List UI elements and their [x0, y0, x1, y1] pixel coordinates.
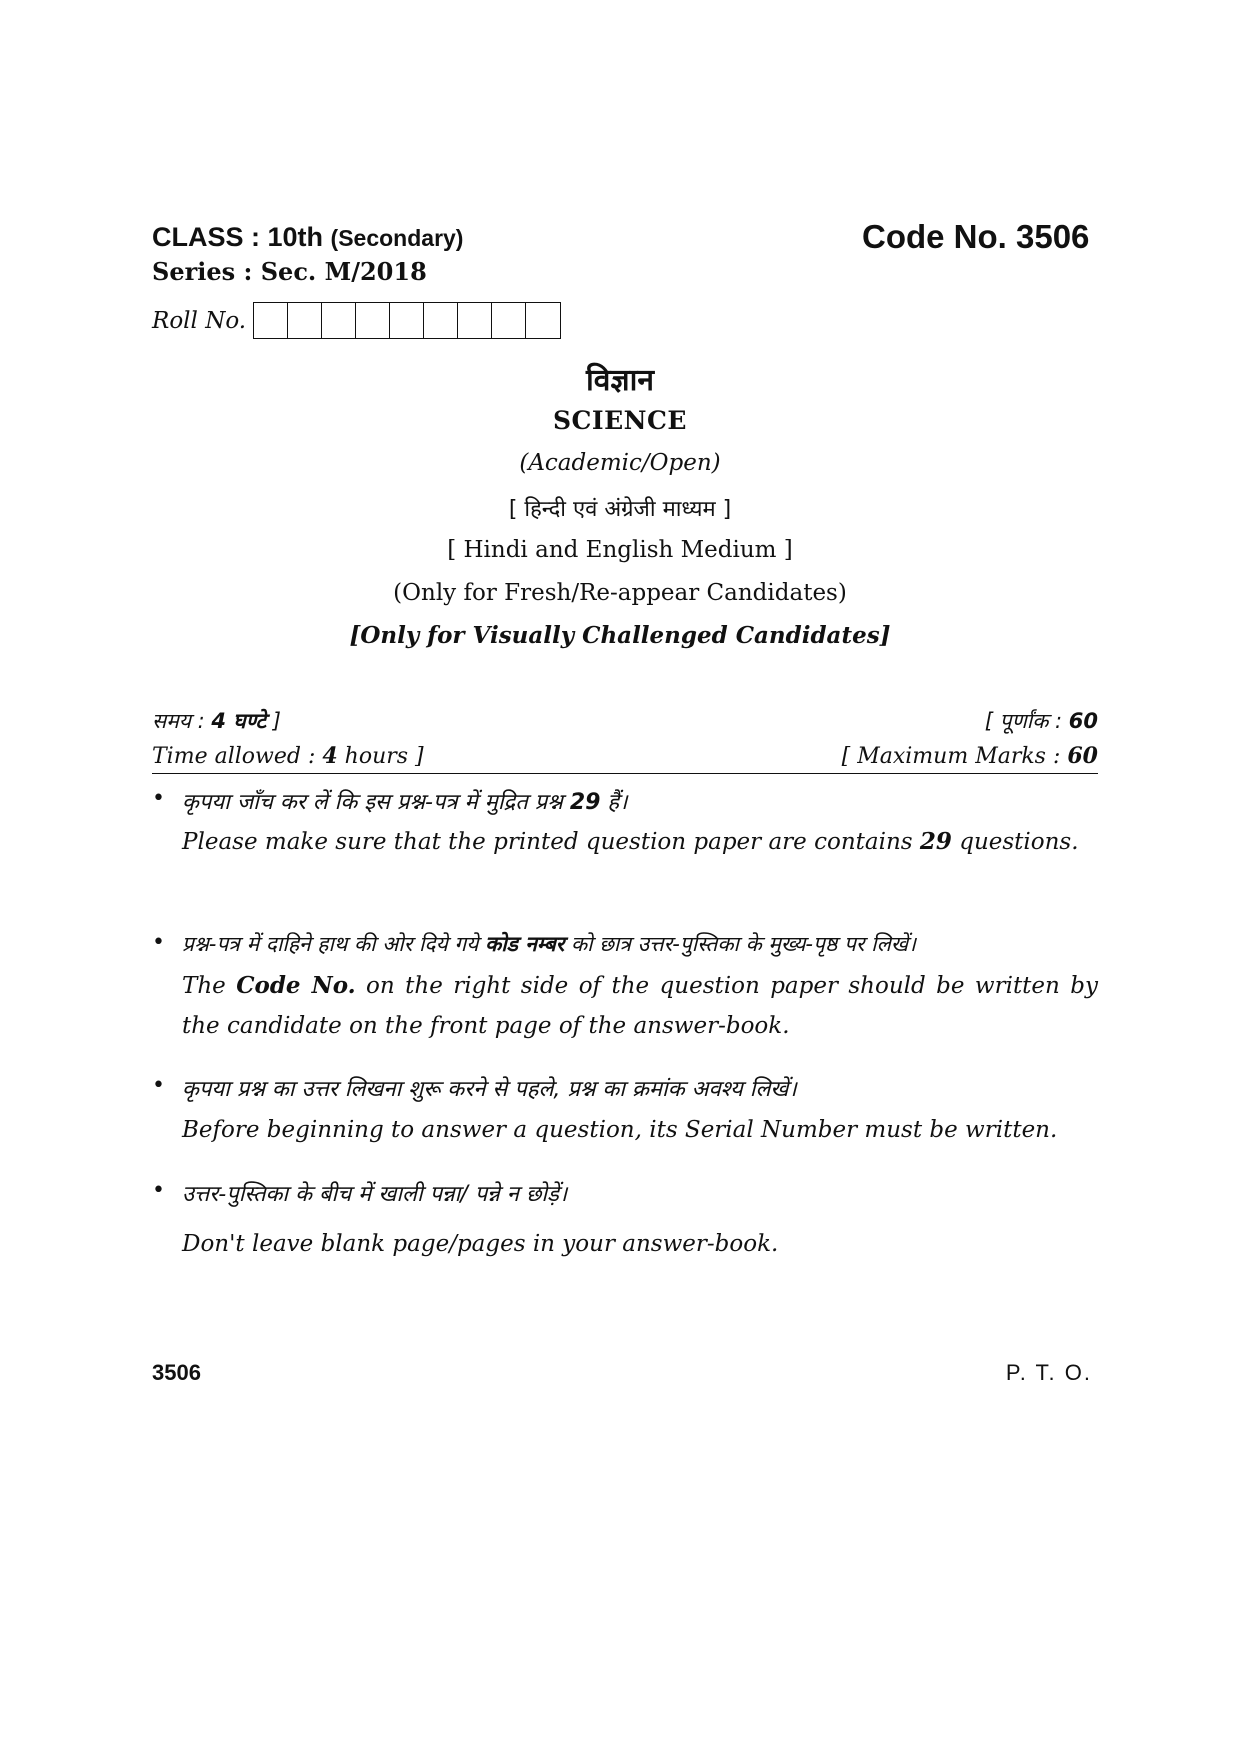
- bullet-icon: •: [152, 930, 165, 955]
- max-marks: [842, 743, 1098, 769]
- special-candidates-label: [Only for Visually Challenged Candidates]: [349, 622, 891, 649]
- marks-value: 60: [1067, 743, 1098, 769]
- time-hindi-label: समय :: [152, 709, 212, 733]
- marks-hindi-value: 60: [1068, 709, 1098, 733]
- instruction-1-hindi-text: कृपया जाँच कर लें कि इस प्रश्न-पत्र में मुद्रित प्रश्न: [182, 790, 570, 815]
- instruction-1-end: questions.: [951, 829, 1079, 855]
- footer-code: 3506: [152, 1360, 201, 1385]
- instruction-2-code: Code No.: [236, 972, 356, 999]
- series-label: Series : Sec. M/2018: [152, 257, 427, 286]
- class-line: [152, 222, 463, 253]
- instruction-1-hindi: [182, 786, 627, 816]
- instruction-2-hindi: [182, 930, 916, 958]
- instruction-1-hindi-end: हैं।: [600, 790, 628, 815]
- divider-line: [152, 773, 1098, 774]
- bullet-icon: •: [152, 1178, 165, 1203]
- stream-label: (Academic/Open): [519, 450, 721, 476]
- class-label: CLASS : 10th: [152, 222, 324, 252]
- code-number: Code No. 3506: [862, 218, 1090, 255]
- instruction-2-end: on the right side of the question paper should be written by the candidate on the front page of the answer-book.: [182, 973, 1098, 1039]
- medium-label: [ Hindi and English Medium ]: [447, 537, 793, 563]
- time-allowed: [152, 743, 424, 769]
- time-hindi-close: ]: [266, 709, 281, 733]
- roll-box[interactable]: [492, 303, 526, 338]
- instruction-2-hindi-end: को छात्र उत्तर-पुस्तिका के मुख्य-पृष्ठ पर लिखें।: [564, 932, 916, 956]
- bullet-icon: •: [152, 786, 165, 811]
- page-turn-label: P. T. O.: [1005, 1360, 1092, 1385]
- instruction-2: [182, 966, 1098, 1046]
- instruction-1: [182, 822, 1098, 862]
- instruction-3-hindi: कृपया प्रश्न का उत्तर लिखना शुरू करने से पहले, प्रश्न का क्रमांक अवश्य लिखें।: [182, 1077, 797, 1102]
- time-value: 4: [322, 743, 338, 769]
- marks-label: [ Maximum Marks :: [841, 744, 1068, 769]
- subject-title: SCIENCE: [552, 406, 687, 435]
- time-label: Time allowed :: [152, 744, 323, 769]
- subject-title-hindi: विज्ञान: [585, 363, 655, 398]
- roll-box[interactable]: [322, 303, 356, 338]
- roll-box[interactable]: [458, 303, 492, 338]
- instruction-1-count: 29: [919, 828, 952, 855]
- marks-hindi-label: [ पूर्णांक :: [984, 709, 1069, 733]
- time-hindi-value: 4 घण्टे: [211, 709, 267, 733]
- roll-box[interactable]: [356, 303, 390, 338]
- instruction-3: Before beginning to answer a question, its Serial Number must be written.: [182, 1117, 1058, 1143]
- instruction-2-hindi-code: कोड नम्बर: [485, 932, 565, 956]
- instruction-4-hindi: उत्तर-पुस्तिका के बीच में खाली पन्ना/ पन्ने न छोड़ें।: [182, 1182, 568, 1207]
- instruction-4: Don't leave blank page/pages in your answer-book.: [182, 1231, 779, 1257]
- time-unit: hours ]: [337, 744, 424, 769]
- roll-box[interactable]: [424, 303, 458, 338]
- roll-box[interactable]: [390, 303, 424, 338]
- roll-box[interactable]: [254, 303, 288, 338]
- time-allowed-hindi: [152, 707, 281, 735]
- roll-box[interactable]: [288, 303, 322, 338]
- instruction-2-text: The: [182, 973, 237, 999]
- bullet-icon: •: [152, 1073, 165, 1098]
- instruction-1-text: Please make sure that the printed question paper are contains: [182, 829, 920, 855]
- roll-number-label: Roll No.: [152, 308, 247, 334]
- medium-label-hindi: [ हिन्दी एवं अंग्रेजी माध्यम ]: [508, 497, 732, 522]
- max-marks-hindi: [985, 707, 1098, 735]
- roll-box[interactable]: [526, 303, 560, 338]
- instruction-1-hindi-count: 29: [569, 790, 601, 815]
- roll-number-boxes[interactable]: [253, 302, 561, 339]
- instruction-2-hindi-text: प्रश्न-पत्र में दाहिने हाथ की ओर दिये गये: [182, 932, 486, 956]
- candidates-label: (Only for Fresh/Re-appear Candidates): [393, 580, 847, 606]
- class-sub-label: (Secondary): [330, 225, 464, 251]
